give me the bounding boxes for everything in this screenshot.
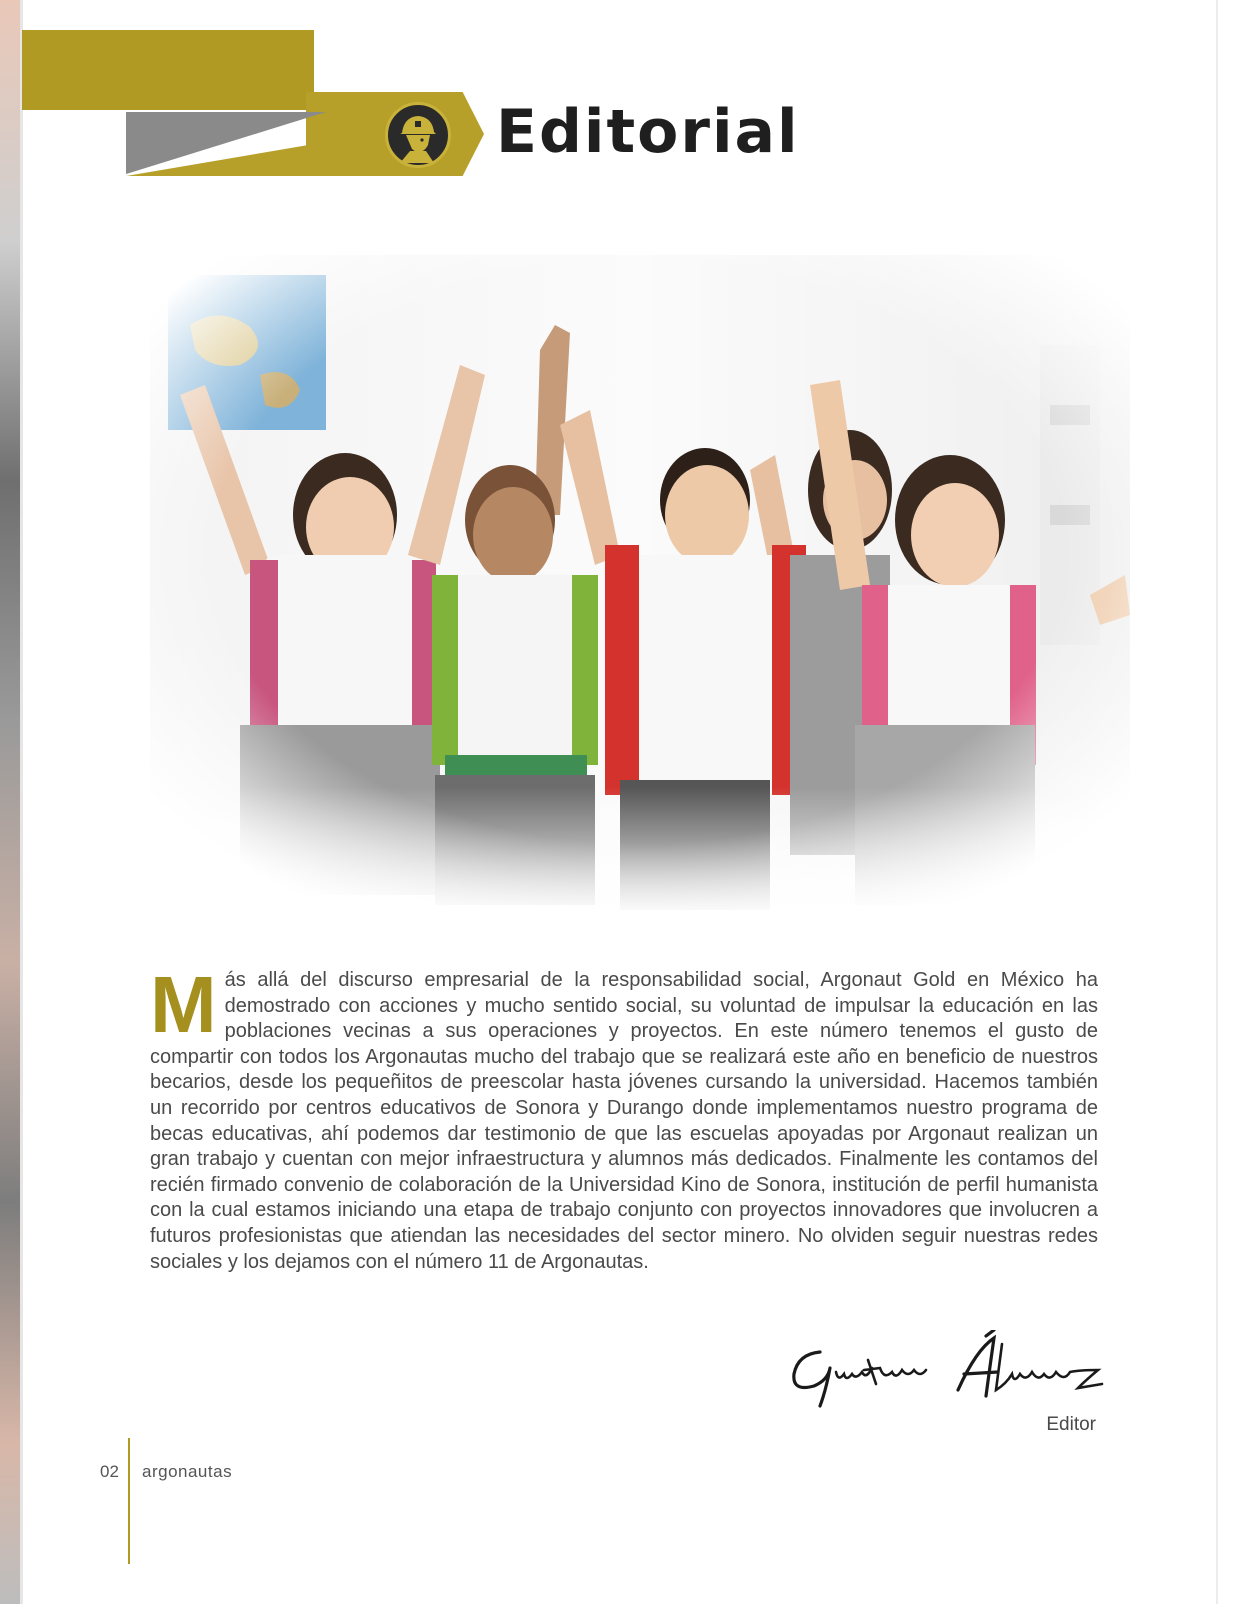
editor-role: Editor bbox=[1046, 1414, 1096, 1435]
editor-signature bbox=[780, 1330, 1110, 1410]
scan-edge-left-inner bbox=[20, 0, 23, 1604]
footer-divider bbox=[128, 1438, 130, 1564]
banner-gold-bar bbox=[22, 30, 314, 110]
scan-edge-left bbox=[0, 0, 20, 1604]
page-title: Editorial bbox=[496, 97, 800, 167]
children-photo bbox=[150, 255, 1130, 920]
publication-name: argonautas bbox=[142, 1462, 233, 1481]
miner-helmet-icon bbox=[385, 102, 451, 168]
page-number: 02 bbox=[100, 1462, 119, 1481]
scan-edge-right bbox=[1216, 0, 1218, 1604]
dropcap-letter: M bbox=[150, 960, 217, 1049]
article-body bbox=[150, 960, 1098, 1275]
article-text: ás allá del discurso empresarial de la responsabilidad social, Argonaut Gold en México ha demostrado con acciones y mucho sentido social, su voluntad de impulsar la educación en las poblaciones vecinas a sus operaciones y proyectos. En este número tenemos el gusto de compartir con todos los Argonautas mucho del trabajo que se realizará este año en beneficio de nuestros becarios, desde los pequeñitos de preescolar hasta jóvenes cursando la universidad. Hacemos también un recorrido por centros educativos de Sonora y Durango donde implementamos nuestro programa de becas educativas, ahí podemos dar testimonio de que las escuelas apoyadas por Argonaut realizan un gran trabajo y cuentan con mejor infraestructura y alumnos más dedicados. Finalmente les contamos del recién firmado convenio de colaboración de la Universidad Kino de Sonora, institución de perfil humanista con la cual estamos iniciando una etapa de trabajo conjunto con proyectos innovadores que involucren a futuros profesionistas que atiendan las necesidades del sector minero. No olviden seguir nuestras redes sociales y los dejamos con el número 11 de Argonautas. bbox=[150, 969, 1098, 1273]
